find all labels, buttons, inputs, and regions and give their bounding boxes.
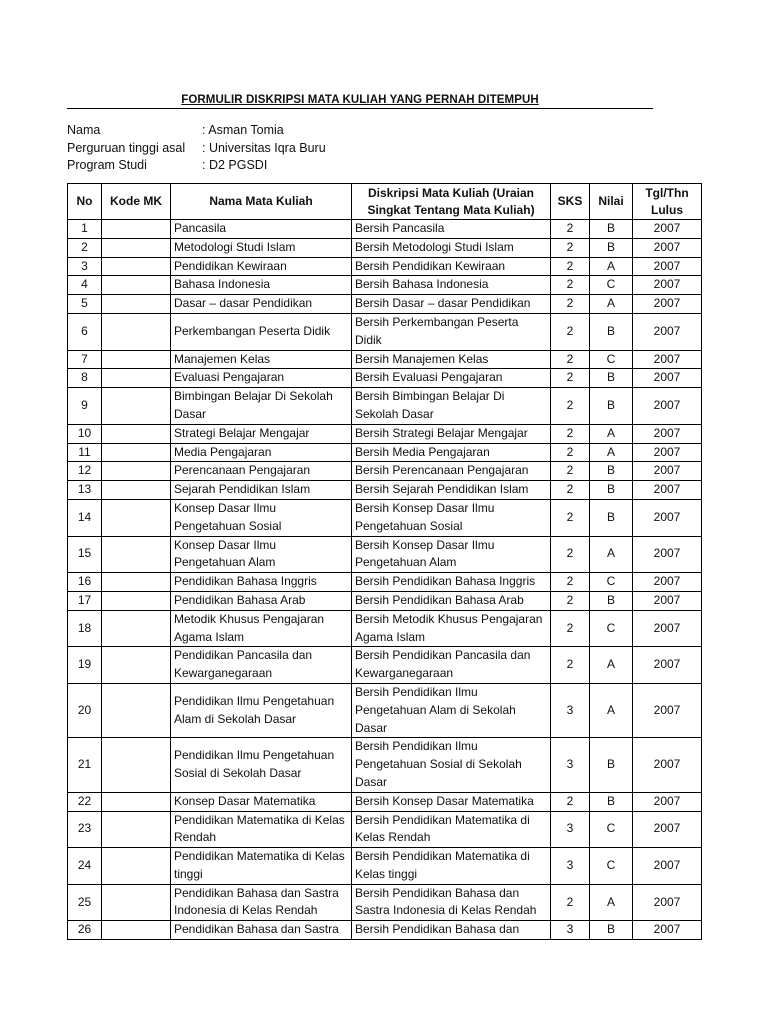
cell-nama-mata-kuliah: Media Pengajaran bbox=[171, 443, 352, 462]
cell-kode-mk bbox=[102, 443, 171, 462]
cell-no: 25 bbox=[68, 884, 102, 921]
info-row-program bbox=[67, 157, 326, 175]
cell-kode-mk bbox=[102, 683, 171, 737]
cell-nilai: A bbox=[590, 647, 633, 684]
cell-tahun-lulus: 2007 bbox=[633, 738, 702, 792]
cell-diskripsi: Bersih Konsep Dasar Ilmu Pengetahuan Sosial bbox=[352, 499, 551, 536]
table-row bbox=[68, 921, 702, 940]
cell-diskripsi: Bersih Pendidikan Bahasa Arab bbox=[352, 591, 551, 610]
header-nama-mata-kuliah: Nama Mata Kuliah bbox=[171, 184, 352, 220]
info-row-university bbox=[67, 140, 326, 158]
cell-diskripsi: Bersih Metodologi Studi Islam bbox=[352, 238, 551, 257]
cell-sks: 3 bbox=[551, 848, 590, 885]
cell-no: 9 bbox=[68, 388, 102, 425]
cell-kode-mk bbox=[102, 647, 171, 684]
cell-nilai: A bbox=[590, 683, 633, 737]
cell-diskripsi: Bersih Pendidikan Bahasa dan bbox=[352, 921, 551, 940]
cell-kode-mk bbox=[102, 811, 171, 848]
cell-nama-mata-kuliah: Pancasila bbox=[171, 220, 352, 239]
cell-nilai: A bbox=[590, 884, 633, 921]
cell-kode-mk bbox=[102, 481, 171, 500]
cell-kode-mk bbox=[102, 220, 171, 239]
cell-tahun-lulus: 2007 bbox=[633, 499, 702, 536]
cell-sks: 2 bbox=[551, 276, 590, 295]
cell-nama-mata-kuliah: Pendidikan Pancasila dan Kewarganegaraan bbox=[171, 647, 352, 684]
table-row bbox=[68, 738, 702, 792]
cell-nama-mata-kuliah: Bahasa Indonesia bbox=[171, 276, 352, 295]
cell-nama-mata-kuliah: Pendidikan Matematika di Kelas tinggi bbox=[171, 848, 352, 885]
cell-diskripsi: Bersih Pendidikan Kewiraan bbox=[352, 257, 551, 276]
cell-nilai: B bbox=[590, 591, 633, 610]
cell-no: 14 bbox=[68, 499, 102, 536]
cell-sks: 2 bbox=[551, 295, 590, 314]
cell-nama-mata-kuliah: Manajemen Kelas bbox=[171, 350, 352, 369]
table-row bbox=[68, 884, 702, 921]
cell-diskripsi: Bersih Pancasila bbox=[352, 220, 551, 239]
cell-nama-mata-kuliah: Konsep Dasar Matematika bbox=[171, 792, 352, 811]
cell-tahun-lulus: 2007 bbox=[633, 481, 702, 500]
cell-no: 22 bbox=[68, 792, 102, 811]
cell-tahun-lulus: 2007 bbox=[633, 238, 702, 257]
cell-kode-mk bbox=[102, 369, 171, 388]
cell-no: 13 bbox=[68, 481, 102, 500]
cell-kode-mk bbox=[102, 499, 171, 536]
table-row bbox=[68, 683, 702, 737]
info-label: Perguruan tinggi asal bbox=[67, 140, 186, 155]
header-tgl-thn-lulus: Tgl/Thn Lulus bbox=[633, 184, 702, 220]
table-row bbox=[68, 350, 702, 369]
info-value: : Universitas Iqra Buru bbox=[202, 140, 326, 155]
table-row bbox=[68, 591, 702, 610]
cell-no: 11 bbox=[68, 443, 102, 462]
cell-diskripsi: Bersih Evaluasi Pengajaran bbox=[352, 369, 551, 388]
header-diskripsi: Diskripsi Mata Kuliah (Uraian Singkat Tentang Mata Kuliah) bbox=[352, 184, 551, 220]
cell-kode-mk bbox=[102, 295, 171, 314]
cell-no: 18 bbox=[68, 610, 102, 647]
cell-kode-mk bbox=[102, 462, 171, 481]
cell-nilai: C bbox=[590, 610, 633, 647]
cell-nama-mata-kuliah: Metodologi Studi Islam bbox=[171, 238, 352, 257]
cell-diskripsi: Bersih Pendidikan Ilmu Pengetahuan Alam di Sekolah Dasar bbox=[352, 683, 551, 737]
cell-no: 26 bbox=[68, 921, 102, 940]
cell-tahun-lulus: 2007 bbox=[633, 350, 702, 369]
cell-tahun-lulus: 2007 bbox=[633, 295, 702, 314]
cell-no: 2 bbox=[68, 238, 102, 257]
cell-nilai: C bbox=[590, 848, 633, 885]
cell-sks: 2 bbox=[551, 462, 590, 481]
cell-no: 5 bbox=[68, 295, 102, 314]
cell-diskripsi: Bersih Metodik Khusus Pengajaran Agama Islam bbox=[352, 610, 551, 647]
cell-tahun-lulus: 2007 bbox=[633, 424, 702, 443]
cell-no: 4 bbox=[68, 276, 102, 295]
cell-tahun-lulus: 2007 bbox=[633, 257, 702, 276]
table-row bbox=[68, 610, 702, 647]
table-row bbox=[68, 276, 702, 295]
header-nilai: Nilai bbox=[590, 184, 633, 220]
cell-tahun-lulus: 2007 bbox=[633, 683, 702, 737]
cell-kode-mk bbox=[102, 573, 171, 592]
table-row bbox=[68, 424, 702, 443]
cell-kode-mk bbox=[102, 424, 171, 443]
cell-nilai: B bbox=[590, 220, 633, 239]
cell-no: 8 bbox=[68, 369, 102, 388]
cell-no: 16 bbox=[68, 573, 102, 592]
cell-sks: 2 bbox=[551, 257, 590, 276]
table-row bbox=[68, 220, 702, 239]
cell-nilai: C bbox=[590, 811, 633, 848]
cell-diskripsi: Bersih Pendidikan Pancasila dan Kewarganegaraan bbox=[352, 647, 551, 684]
cell-sks: 2 bbox=[551, 388, 590, 425]
cell-no: 19 bbox=[68, 647, 102, 684]
cell-sks: 2 bbox=[551, 313, 590, 350]
cell-tahun-lulus: 2007 bbox=[633, 610, 702, 647]
cell-diskripsi: Bersih Pendidikan Bahasa dan Sastra Indonesia di Kelas Rendah bbox=[352, 884, 551, 921]
cell-nama-mata-kuliah: Pendidikan Ilmu Pengetahuan Alam di Sekolah Dasar bbox=[171, 683, 352, 737]
table-row bbox=[68, 536, 702, 573]
cell-tahun-lulus: 2007 bbox=[633, 276, 702, 295]
cell-sks: 2 bbox=[551, 424, 590, 443]
cell-sks: 2 bbox=[551, 220, 590, 239]
cell-sks: 2 bbox=[551, 536, 590, 573]
cell-kode-mk bbox=[102, 591, 171, 610]
cell-no: 10 bbox=[68, 424, 102, 443]
table-row bbox=[68, 811, 702, 848]
cell-nilai: A bbox=[590, 424, 633, 443]
header-no: No bbox=[68, 184, 102, 220]
cell-tahun-lulus: 2007 bbox=[633, 462, 702, 481]
table-row bbox=[68, 499, 702, 536]
course-table bbox=[67, 183, 702, 940]
cell-diskripsi: Bersih Strategi Belajar Mengajar bbox=[352, 424, 551, 443]
table-row bbox=[68, 848, 702, 885]
cell-no: 21 bbox=[68, 738, 102, 792]
cell-diskripsi: Bersih Manajemen Kelas bbox=[352, 350, 551, 369]
cell-diskripsi: Bersih Perencanaan Pengajaran bbox=[352, 462, 551, 481]
info-label: Program Studi bbox=[67, 158, 147, 172]
info-value: : D2 PGSDI bbox=[202, 158, 268, 172]
form-title: FORMULIR DISKRIPSI MATA KULIAH YANG PERNAH DITEMPUH bbox=[181, 94, 539, 106]
cell-nilai: A bbox=[590, 443, 633, 462]
cell-diskripsi: Bersih Konsep Dasar Matematika bbox=[352, 792, 551, 811]
cell-no: 17 bbox=[68, 591, 102, 610]
cell-nilai: B bbox=[590, 499, 633, 536]
cell-nama-mata-kuliah: Pendidikan Bahasa dan Sastra Indonesia di Kelas Rendah bbox=[171, 884, 352, 921]
cell-diskripsi: Bersih Dasar – dasar Pendidikan bbox=[352, 295, 551, 314]
cell-tahun-lulus: 2007 bbox=[633, 848, 702, 885]
cell-no: 20 bbox=[68, 683, 102, 737]
cell-nama-mata-kuliah: Pendidikan Bahasa Inggris bbox=[171, 573, 352, 592]
cell-sks: 2 bbox=[551, 350, 590, 369]
table-header-row bbox=[68, 184, 702, 220]
cell-nilai: C bbox=[590, 276, 633, 295]
cell-sks: 2 bbox=[551, 647, 590, 684]
table-row bbox=[68, 257, 702, 276]
cell-no: 6 bbox=[68, 313, 102, 350]
cell-no: 1 bbox=[68, 220, 102, 239]
cell-diskripsi: Bersih Pendidikan Bahasa Inggris bbox=[352, 573, 551, 592]
cell-kode-mk bbox=[102, 921, 171, 940]
cell-no: 3 bbox=[68, 257, 102, 276]
cell-tahun-lulus: 2007 bbox=[633, 792, 702, 811]
table-row bbox=[68, 238, 702, 257]
cell-nilai: C bbox=[590, 350, 633, 369]
cell-nilai: A bbox=[590, 536, 633, 573]
cell-sks: 2 bbox=[551, 792, 590, 811]
cell-nama-mata-kuliah: Dasar – dasar Pendidikan bbox=[171, 295, 352, 314]
cell-nilai: C bbox=[590, 573, 633, 592]
cell-nama-mata-kuliah: Evaluasi Pengajaran bbox=[171, 369, 352, 388]
cell-tahun-lulus: 2007 bbox=[633, 369, 702, 388]
table-row bbox=[68, 369, 702, 388]
cell-nilai: A bbox=[590, 257, 633, 276]
cell-diskripsi: Bersih Media Pengajaran bbox=[352, 443, 551, 462]
table-row bbox=[68, 443, 702, 462]
cell-diskripsi: Bersih Konsep Dasar Ilmu Pengetahuan Alam bbox=[352, 536, 551, 573]
cell-nilai: B bbox=[590, 388, 633, 425]
cell-nilai: A bbox=[590, 295, 633, 314]
cell-diskripsi: Bersih Pendidikan Matematika di Kelas Rendah bbox=[352, 811, 551, 848]
cell-tahun-lulus: 2007 bbox=[633, 884, 702, 921]
cell-tahun-lulus: 2007 bbox=[633, 536, 702, 573]
cell-nilai: B bbox=[590, 462, 633, 481]
header-kode-mk: Kode MK bbox=[102, 184, 171, 220]
cell-nilai: B bbox=[590, 481, 633, 500]
cell-nama-mata-kuliah: Perencanaan Pengajaran bbox=[171, 462, 352, 481]
cell-nama-mata-kuliah: Pendidikan Bahasa dan Sastra bbox=[171, 921, 352, 940]
cell-kode-mk bbox=[102, 848, 171, 885]
cell-tahun-lulus: 2007 bbox=[633, 647, 702, 684]
cell-nama-mata-kuliah: Pendidikan Matematika di Kelas Rendah bbox=[171, 811, 352, 848]
cell-kode-mk bbox=[102, 238, 171, 257]
cell-tahun-lulus: 2007 bbox=[633, 921, 702, 940]
cell-nama-mata-kuliah: Konsep Dasar Ilmu Pengetahuan Sosial bbox=[171, 499, 352, 536]
cell-sks: 2 bbox=[551, 591, 590, 610]
table-row bbox=[68, 792, 702, 811]
cell-no: 12 bbox=[68, 462, 102, 481]
title-underline bbox=[67, 92, 653, 109]
info-value: : Asman Tomia bbox=[202, 123, 284, 137]
cell-sks: 2 bbox=[551, 884, 590, 921]
cell-nama-mata-kuliah: Metodik Khusus Pengajaran Agama Islam bbox=[171, 610, 352, 647]
cell-diskripsi: Bersih Bahasa Indonesia bbox=[352, 276, 551, 295]
cell-nama-mata-kuliah: Konsep Dasar Ilmu Pengetahuan Alam bbox=[171, 536, 352, 573]
table-row bbox=[68, 388, 702, 425]
cell-sks: 2 bbox=[551, 238, 590, 257]
cell-tahun-lulus: 2007 bbox=[633, 443, 702, 462]
cell-diskripsi: Bersih Sejarah Pendidikan Islam bbox=[352, 481, 551, 500]
table-body bbox=[68, 220, 702, 940]
cell-sks: 3 bbox=[551, 683, 590, 737]
table-row bbox=[68, 462, 702, 481]
cell-kode-mk bbox=[102, 276, 171, 295]
table-row bbox=[68, 573, 702, 592]
cell-sks: 3 bbox=[551, 921, 590, 940]
cell-kode-mk bbox=[102, 884, 171, 921]
info-label: Nama bbox=[67, 123, 101, 137]
cell-nilai: B bbox=[590, 738, 633, 792]
cell-sks: 2 bbox=[551, 610, 590, 647]
cell-kode-mk bbox=[102, 313, 171, 350]
cell-no: 15 bbox=[68, 536, 102, 573]
cell-sks: 2 bbox=[551, 481, 590, 500]
cell-tahun-lulus: 2007 bbox=[633, 313, 702, 350]
cell-nilai: B bbox=[590, 792, 633, 811]
cell-tahun-lulus: 2007 bbox=[633, 573, 702, 592]
cell-sks: 2 bbox=[551, 499, 590, 536]
cell-nama-mata-kuliah: Strategi Belajar Mengajar bbox=[171, 424, 352, 443]
cell-nilai: B bbox=[590, 921, 633, 940]
cell-sks: 3 bbox=[551, 738, 590, 792]
cell-nilai: B bbox=[590, 238, 633, 257]
cell-diskripsi: Bersih Perkembangan Peserta Didik bbox=[352, 313, 551, 350]
cell-diskripsi: Bersih Pendidikan Ilmu Pengetahuan Sosial di Sekolah Dasar bbox=[352, 738, 551, 792]
student-info bbox=[67, 122, 326, 175]
cell-kode-mk bbox=[102, 610, 171, 647]
cell-sks: 3 bbox=[551, 811, 590, 848]
cell-nama-mata-kuliah: Pendidikan Ilmu Pengetahuan Sosial di Sekolah Dasar bbox=[171, 738, 352, 792]
cell-sks: 2 bbox=[551, 573, 590, 592]
cell-nama-mata-kuliah: Sejarah Pendidikan Islam bbox=[171, 481, 352, 500]
cell-no: 7 bbox=[68, 350, 102, 369]
cell-sks: 2 bbox=[551, 369, 590, 388]
cell-kode-mk bbox=[102, 388, 171, 425]
cell-tahun-lulus: 2007 bbox=[633, 388, 702, 425]
cell-kode-mk bbox=[102, 350, 171, 369]
cell-diskripsi: Bersih Bimbingan Belajar Di Sekolah Dasar bbox=[352, 388, 551, 425]
cell-tahun-lulus: 2007 bbox=[633, 811, 702, 848]
cell-tahun-lulus: 2007 bbox=[633, 220, 702, 239]
cell-kode-mk bbox=[102, 536, 171, 573]
cell-no: 24 bbox=[68, 848, 102, 885]
table-row bbox=[68, 647, 702, 684]
cell-nama-mata-kuliah: Pendidikan Kewiraan bbox=[171, 257, 352, 276]
info-row-name bbox=[67, 122, 326, 140]
cell-kode-mk bbox=[102, 792, 171, 811]
cell-nilai: B bbox=[590, 369, 633, 388]
cell-diskripsi: Bersih Pendidikan Matematika di Kelas tinggi bbox=[352, 848, 551, 885]
cell-nama-mata-kuliah: Perkembangan Peserta Didik bbox=[171, 313, 352, 350]
table-row bbox=[68, 481, 702, 500]
cell-nama-mata-kuliah: Pendidikan Bahasa Arab bbox=[171, 591, 352, 610]
table-row bbox=[68, 295, 702, 314]
cell-no: 23 bbox=[68, 811, 102, 848]
cell-kode-mk bbox=[102, 738, 171, 792]
cell-nama-mata-kuliah: Bimbingan Belajar Di Sekolah Dasar bbox=[171, 388, 352, 425]
header-sks: SKS bbox=[551, 184, 590, 220]
cell-nilai: B bbox=[590, 313, 633, 350]
cell-tahun-lulus: 2007 bbox=[633, 591, 702, 610]
table-row bbox=[68, 313, 702, 350]
cell-sks: 2 bbox=[551, 443, 590, 462]
cell-kode-mk bbox=[102, 257, 171, 276]
